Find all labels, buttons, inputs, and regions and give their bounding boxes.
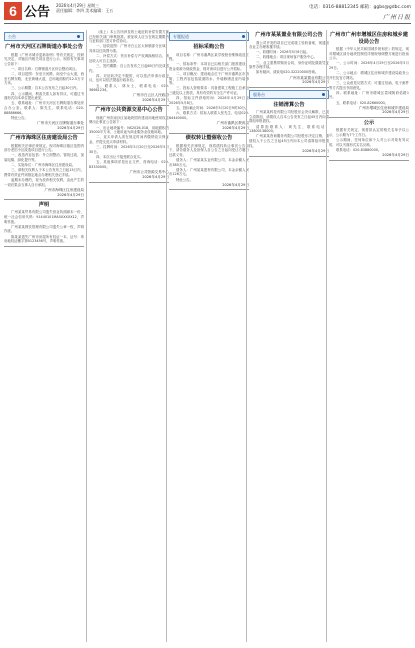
notice-paragraph: 二、公示地点：增城区住房和城乡建设局政务公开栏及官方网站。 — [329, 71, 409, 80]
notice-heading: 广州市广州市增城区住房和城乡建设局公告 — [330, 32, 408, 45]
signoff-line: 2026年4月29日 — [222, 125, 249, 130]
notice-section — [4, 32, 84, 133]
notice-paragraph: 债务人：广州某某建材有限公司，本金余额人民币126万元。 — [169, 167, 249, 177]
signoff-line: 广州市白云区人民政府 — [133, 93, 169, 98]
notice-paragraph: 三、公示期限：自本公告发布之日起30日内。 — [11, 86, 80, 91]
notice-paragraph: 二、竞买申请人须在规定时间内缴纳竞买保证金，并提交竞买申请材料。 — [89, 135, 169, 145]
column-2 — [89, 30, 169, 644]
section-tag-label: 公告 — [8, 34, 16, 39]
notice-paragraph: 一、出让地块编号：NS2026-018，用地面积约35000平方米，土地用途为商业服务业设施用地。 — [89, 125, 169, 135]
section-divider — [169, 133, 249, 134]
notice-paragraph: 广州某某科技有限公司经股东会决议解散，已成立清算组，请债权人自本公告发布之日起45日内向清算组申报债权。 — [249, 110, 329, 124]
notice-signoff — [89, 93, 169, 103]
notice-signoff — [169, 183, 249, 188]
notice-body — [4, 210, 84, 243]
notice-paragraph: 根据有关规定，现将拟认定的相关名单予以公示，公示期为7个工作日。 — [329, 128, 409, 137]
notice-body — [4, 144, 84, 188]
notice-paragraph: 根据相关法律法规规定，现对海珠区辖区范围内部分老旧小区改造项目进行公告。 — [4, 143, 84, 153]
notice-paragraph: 如有疑问，请致电020-32220000咨询。 — [256, 70, 319, 75]
notice-paragraph: 四、联系地址：广州市增城区荔城街府佑路1号。 — [329, 90, 409, 100]
notice-paragraph: 清算组联系人：黄先生，联系电话：13800138000。 — [249, 124, 329, 134]
notice-heading: 注销清算公告 — [273, 101, 305, 108]
section-tag — [4, 32, 84, 41]
notice-paragraph: 三、签约期限：自公告发布之日起60日内完成签约。 — [89, 63, 169, 73]
signoff-line: 2026年4月29日 — [382, 153, 409, 158]
notice-paragraph: 广州某某咨询服务有限公司经股东决定注销，请债权人于公告之日起45日内向本公司清算组申报债权。 — [249, 134, 329, 148]
notice-body — [169, 144, 249, 183]
notice-paragraph: 根据相关法律规定，现将债权转让事宜公告如下，请各债务人及担保人自公告之日起向受让方履行还款义务。 — [169, 143, 249, 157]
column-divider — [326, 30, 327, 642]
notice-paragraph: 三、公众意见反馈方式：可通过信函、电子邮件等方式提出书面意见。 — [329, 80, 409, 90]
signoff-line: 2026年4月29日 — [302, 148, 329, 153]
notice-paragraph: 五、联系电话：020-82660000。 — [336, 100, 389, 105]
notice-paragraph: 三、业主需携带购房合同、身份证明及缴款凭证原件办理手续。 — [249, 60, 329, 70]
notice-paragraph: 项目名称：广州市番禺区某学校校舍维修改造工程。 — [169, 52, 249, 62]
column-1 — [4, 30, 84, 644]
notice-paragraph: 四、本次出让不接受联合竞买。 — [96, 155, 144, 159]
notice-body — [329, 47, 409, 105]
notice-section — [89, 30, 169, 105]
section-tag — [169, 32, 249, 41]
notice-paragraph: 二、实施单位：广州市海珠区住房建设局。 — [11, 163, 76, 168]
notice-signoff — [4, 121, 84, 131]
bullet-icon — [77, 35, 80, 38]
notice-paragraph: 一、征收范围：广州市白云区太和镇部分区域，具体以红线图为准。 — [89, 44, 169, 53]
signoff-line: 广州市番禺区教育局 — [216, 120, 249, 125]
signoff-line: 广州市公共资源交易中心 — [129, 169, 169, 174]
notice-body — [249, 41, 329, 76]
brand-logo: 广州日报 — [382, 14, 411, 21]
notice-paragraph: 三、挂牌时间：2026年5月20日至2026年5月30日。 — [89, 145, 169, 154]
section-tag-label: 服务台 — [253, 91, 265, 97]
notice-paragraph: 四、公示期间，利害关系人如有异议，可通过书面形式向本单位提出意见。 — [4, 91, 84, 101]
masthead — [0, 0, 415, 26]
signoff-line: 2026年4月29日 — [382, 110, 409, 115]
column-divider — [246, 30, 247, 642]
notice-section — [89, 107, 169, 182]
notice-paragraph: 债务人：广州某某实业有限公司，本金余额人民币385万元。 — [169, 157, 249, 167]
section-divider — [249, 156, 329, 157]
signoff-line: 2026年4月29日 — [57, 192, 84, 197]
contact-info: 电话：0316-88812345 邮箱：ggbs@gdbc.com — [309, 5, 411, 10]
section-divider — [329, 160, 409, 161]
notice-body — [169, 53, 249, 121]
notice-paragraph: 三、请相关权利人于本公告发布之日起15日内，携带有效证件到指定地点办理相关登记手续。 — [4, 168, 84, 177]
signoff-line: 广州市海珠区住房建设局 — [44, 187, 84, 192]
notice-heading: 广州市天河区石牌街道办事处公告 — [5, 44, 83, 50]
notice-section — [249, 32, 329, 88]
section-divider — [169, 189, 249, 190]
notice-signoff — [4, 188, 84, 198]
notice-paragraph: 陈某某遗失广州市房屋所有权证一本，证号：粤房地权证穗字第0123456号，声明作废。 — [4, 234, 84, 244]
notice-signoff — [169, 121, 249, 131]
notice-paragraph: 根据《中华人民共和国城乡规划法》的规定，现对增城区部分地块控制性详细规划调整方案进行批前公示。 — [329, 47, 409, 61]
signoff-line: 2026年4月29日 — [142, 98, 169, 103]
notice-paragraph: 一、公示时间：2026年4月29日至2026年5月29日。 — [329, 61, 409, 70]
issue-editors: 责任编辑：李四 美术编辑：王五 — [56, 8, 114, 13]
notice-body — [89, 30, 169, 93]
column-divider — [86, 30, 87, 642]
notice-signoff — [249, 149, 329, 154]
column-5 — [329, 30, 409, 644]
notice-paragraph: 四、对征收决定不服的，可以依法申请行政复议，也可以依法提起行政诉讼。 — [89, 73, 169, 83]
notice-heading: 公示 — [363, 119, 375, 126]
signoff-line: 广州市增城区住房和城乡建设局 — [358, 105, 409, 110]
notice-paragraph: 公示期间，任何单位和个人对公示对象有异议的，可以书面形式实名反映。 — [329, 138, 409, 147]
notice-paragraph: 特此公告。 — [11, 115, 28, 120]
column-3 — [169, 30, 249, 644]
signoff-line: 广州市天河区石牌街道办事处 — [37, 120, 84, 125]
notice-signoff — [89, 170, 169, 180]
notice-paragraph: 一、改造内容包括：外立面整治、管线迁改、加装电梯、绿化提升等。 — [4, 153, 84, 162]
notice-heading: 广州市某某置业有限公司公告 — [255, 32, 323, 38]
notice-signoff — [329, 106, 409, 116]
notice-signoff — [249, 76, 329, 86]
notice-section — [4, 135, 84, 200]
section-divider — [89, 182, 169, 183]
notice-paragraph: 一、收楼时间：2026年5月6日起。 — [256, 50, 310, 55]
notice-paragraph: 三、投标人资格要求：具备建筑工程施工总承包三级及以上资质，具有有效的安全生产许可证。 — [169, 86, 249, 96]
notice-paragraph: 二、项目概况：建设地点位于广州市番禺区市桥街，工程内容包括屋面防水、外墙修缮及室内装修等。 — [169, 72, 249, 86]
notice-paragraph: 特此公告。 — [176, 177, 193, 182]
notice-section — [169, 135, 249, 190]
signoff-line: 广州市某某置业有限公司 — [289, 75, 329, 80]
notice-paragraph: 二、补偿方式：货币补偿与产权调换相结合，被征收人可自主选择。 — [89, 54, 169, 63]
section-tag — [249, 90, 329, 99]
notice-paragraph: 根据《广州市城市更新条例》等有关规定，经研究决定，对辖区内相关项目进行公示，现将有关事项公告如下： — [4, 52, 84, 66]
section-divider — [249, 87, 329, 88]
notice-paragraph: 一、项目名称：石牌街道片区综合整治项目。 — [11, 66, 79, 71]
notice-section — [329, 120, 409, 161]
signoff-line: 2026年4月29日 — [142, 174, 169, 179]
notice-paragraph: 四、招标文件获取时间：2026年4月29日至2026年5月8日。 — [169, 96, 249, 105]
issue-date: 2026年4月29日 星期三 — [56, 3, 100, 8]
section-tag-label: 专题报道 — [173, 34, 189, 39]
section-divider — [4, 246, 84, 247]
notice-section — [249, 90, 329, 156]
notice-paragraph: 现就广州市南沙区某地块国有建设用地使用权挂牌出让事宜公告如下： — [89, 115, 169, 125]
section-divider — [329, 117, 409, 118]
section-divider — [4, 133, 84, 134]
issue-meta — [56, 3, 113, 13]
notice-heading: 声明 — [38, 201, 50, 208]
notice-paragraph: 五、其他事项详见出让文件，咨询电话：020-83330000。 — [89, 160, 169, 169]
notice-paragraph: 逾期未办理的，视为放弃相关权利，由此产生的一切后果由当事人自行承担。 — [4, 178, 84, 187]
notice-heading: 广州市公共资源交易中心公告 — [95, 107, 163, 114]
notice-paragraph: 六、联系方式：招标人联系人张先生，电话020-84440000。 — [169, 111, 249, 120]
notice-paragraph: 二、收楼地点：项目现场客户服务中心。 — [256, 55, 318, 60]
notice-heading: 广州市海珠区住房建设局公告 — [10, 135, 78, 142]
notice-body — [249, 110, 329, 148]
notice-paragraph: 五、联系地址：广州市天河区石牌街道办事处综合办公室。联系人：陈先生，联系电话：020-88886666。 — [4, 101, 84, 115]
column-divider — [166, 30, 167, 642]
notice-paragraph: 我公司开发的项目已完成竣工验收备案，现通知各业主办理收楼手续。 — [249, 40, 329, 50]
column-4 — [249, 30, 329, 644]
notice-paragraph: 二、项目范围：东至天河路，南至中山大道，西至石牌东路，北至黄埔大道，总用地面积约12.5万平方米。 — [4, 72, 84, 86]
page-number: 6 — [4, 2, 22, 20]
notice-section — [329, 32, 409, 118]
notice-body — [4, 53, 84, 121]
notice-body — [329, 128, 409, 152]
notice-paragraph: 五、联系人：林女士，联系电话：020-36661234。 — [89, 83, 169, 93]
signoff-line: 2026年4月29日 — [302, 80, 329, 85]
notice-paragraph: 广州某某贸易有限公司遗失营业执照副本一份，统一社会信用代码：91440101MA5XXXXX12，声明作废。 — [4, 210, 84, 224]
notice-body — [89, 116, 169, 170]
header-rule — [4, 23, 411, 24]
bullet-icon — [242, 35, 245, 38]
notice-heading: 债权转让暨催收公告 — [185, 135, 233, 142]
bullet-icon — [322, 93, 325, 96]
notice-paragraph: 广州某某餐饮管理有限公司遗失公章一枚，声明作废。 — [4, 224, 84, 234]
notice-section — [169, 32, 249, 133]
notice-heading: 招标采购公告 — [193, 44, 225, 50]
signoff-line: 2026年4月29日 — [57, 125, 84, 130]
notice-paragraph: 五、投标截止时间：2026年5月20日9时30分。 — [176, 106, 249, 110]
section-title: 公告 — [24, 5, 51, 20]
notice-paragraph: 一、招标条件：本项目已由相关部门批准建设，资金来源为财政资金，现对该项目进行公开招标。 — [169, 62, 249, 71]
notice-signoff — [329, 153, 409, 158]
section-divider — [89, 105, 169, 106]
notice-paragraph: （续上）本公告所涉及的土地征收补偿安置方案已经相关部门审核批准。被征收人应当在规定期限内与征收部门签订补偿协议。 — [89, 30, 169, 44]
notice-paragraph: 联系电话：020-83880000。 — [336, 147, 382, 152]
notice-section — [4, 202, 84, 246]
signoff-line: 2026年4月29日 — [222, 182, 249, 187]
section-divider — [4, 199, 84, 200]
